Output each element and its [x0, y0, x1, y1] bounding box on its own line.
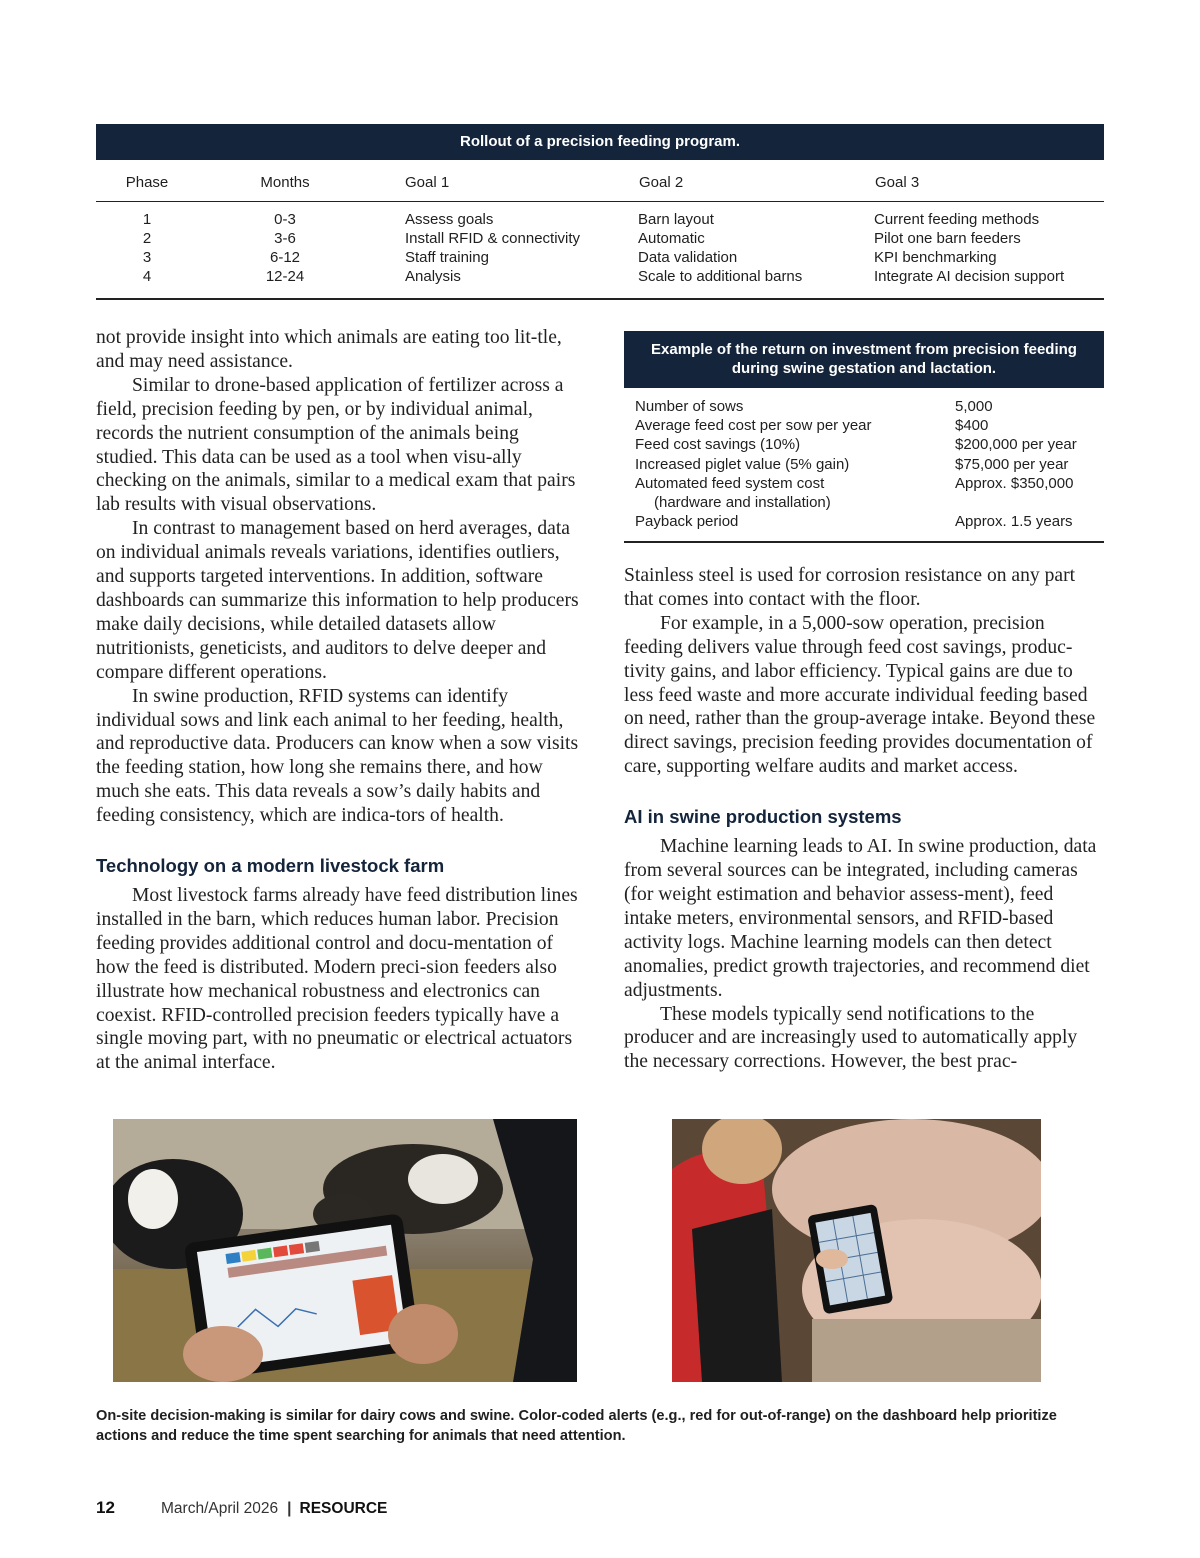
- magazine-name: RESOURCE: [299, 1500, 388, 1517]
- body-paragraph: In swine production, RFID systems can identify individual sows and link each animal to her feeding, health, and reproductive data. Producers can know when a sow visits the feeding station, how long she remains there, and how much she eats. This data reveals a sow’s daily habits and feeding consistency, which are indica-tors of health.: [96, 685, 579, 827]
- issue-date: March/April 2026: [161, 1500, 279, 1517]
- table-row: [624, 388, 1104, 416]
- roi-label: Feed cost savings (10%): [635, 436, 801, 454]
- body-paragraph: For example, in a 5,000-sow operation, precision feeding delivers value through feed cost savings, produc-tivity gains, and labor efficiency. Typical gains are due to less feed waste and more accurate individual feeding based on need, rather than the group-average intake. Beyond these direct savings, precision feeding provides documentation of care, supporting welfare audits and market access.: [624, 612, 1096, 778]
- cell-months: 0-3: [274, 211, 296, 228]
- cell-goal-3: Pilot one barn feeders: [874, 230, 1021, 247]
- table-row: [96, 267, 1104, 299]
- cell-goal-2: Automatic: [638, 230, 705, 247]
- table-row: [624, 512, 1104, 542]
- cell-goal-1: Analysis: [405, 268, 461, 285]
- footer-separator: |: [287, 1500, 292, 1517]
- cell-goal-3: KPI benchmarking: [874, 249, 997, 266]
- header-goal-1: Goal 1: [372, 160, 638, 202]
- roi-label: Automated feed system cost: [635, 474, 825, 492]
- rollout-table-title: Rollout of a precision feeding program.: [96, 124, 1104, 160]
- body-paragraph: Stainless steel is used for corrosion resistance on any part that comes into contact with the floor.: [624, 565, 1076, 610]
- roi-label-multiline: [624, 474, 955, 512]
- page-footer: [96, 1498, 387, 1518]
- header-months: Months: [198, 160, 372, 202]
- cell-phase: 1: [142, 211, 152, 228]
- rollout-table: [96, 124, 1104, 300]
- cell-months: 3-6: [274, 230, 296, 247]
- body-paragraph: Machine learning leads to AI. In swine production, data from several sources can be integrated, including cameras (for weight estimation and behavior assess-ment), feed intake meters, environmental sensors, and RFID-based activity logs. Machine learning models can then detect anomalies, predict growth trajectories, and recommend diet adjustments.: [624, 836, 1097, 1001]
- photo-dairy-cows-illustration: [113, 1119, 577, 1382]
- cell-goal-2: Barn layout: [638, 211, 714, 228]
- roi-value: 5,000: [955, 398, 993, 415]
- cell-months: 6-12: [269, 249, 301, 266]
- body-paragraph: In contrast to management based on herd averages, data on individual animals reveals variations, identifies outliers, and supports targeted interventions. In addition, software dashboards can summarize this information to help producers make daily decisions, while detailed datasets allow nutritionists, geneticists, and auditors to delve deeper and compare different operations.: [96, 518, 579, 683]
- cell-goal-3: Current feeding methods: [874, 211, 1040, 228]
- cell-goal-1: Assess goals: [405, 211, 494, 228]
- cell-goal-2: Scale to additional barns: [638, 268, 803, 285]
- cell-goal-3: Integrate AI decision support: [874, 268, 1065, 285]
- header-goal-3: Goal 3: [874, 160, 1104, 202]
- table-row: [96, 229, 1104, 248]
- header-goal-2: Goal 2: [638, 160, 874, 202]
- cell-goal-1: Install RFID & connectivity: [405, 230, 581, 247]
- roi-label: Average feed cost per sow per year: [635, 417, 872, 435]
- roi-label: Payback period: [635, 513, 739, 531]
- table-row: [96, 202, 1104, 230]
- cell-goal-1: Staff training: [405, 249, 489, 266]
- table-row: [624, 474, 1104, 512]
- cell-goal-2: Data validation: [638, 249, 738, 266]
- table-row: [96, 248, 1104, 267]
- cell-phase: 3: [142, 249, 152, 266]
- table-row: [624, 455, 1104, 474]
- body-paragraph: Similar to drone-based application of fertilizer across a field, precision feeding by pen, or by individual animal, records the nutrient consumption of the animals being studied. This data can be used as a tool when visu-ally checking on the animals, similar to a medical exam that pairs lab results with visual observations.: [96, 374, 576, 516]
- page-number: 12: [96, 1498, 115, 1517]
- body-paragraph: not provide insight into which animals are eating too lit-tle, and may need assistance.: [96, 327, 562, 372]
- section-heading-ai: AI in swine production systems: [624, 806, 902, 828]
- body-paragraph: Most livestock farms already have feed distribution lines installed in the barn, which reduces human labor. Precision feeding provides additional control and docu-mentation of how the feed is distributed. Modern preci-sion feeders also illustrate how mechanical robustness and electronics can coexist. RFID-controlled precision feeders typically have a single moving part, with no pneumatic or electrical actuators at the animal interface.: [96, 885, 578, 1074]
- roi-table-title: Example of the return on investment from precision feeding during swine gestation and lactation.: [624, 331, 1104, 388]
- left-text-column: [96, 326, 580, 1075]
- cell-phase: 2: [142, 230, 152, 247]
- roi-value: $400: [955, 417, 989, 435]
- roi-value: $75,000 per year: [955, 455, 1069, 473]
- section-heading-technology: Technology on a modern livestock farm: [96, 855, 445, 877]
- cell-months: 12-24: [265, 268, 305, 285]
- photo-swine-tablet: [672, 1119, 1041, 1382]
- roi-label: Number of sows: [635, 398, 744, 415]
- cell-phase: 4: [142, 268, 152, 285]
- photo-caption: On-site decision-making is similar for dairy cows and swine. Color-coded alerts (e.g., red for out-of-range) on the dashboard help prioritize actions and reduce the time spent searching for animals that need attention.: [96, 1408, 1057, 1444]
- roi-value: Approx. $350,000: [955, 474, 1074, 492]
- table-row: [624, 416, 1104, 435]
- header-phase: Phase: [96, 160, 198, 202]
- rollout-header-row: [96, 160, 1104, 202]
- photo-swine-illustration: [672, 1119, 1041, 1382]
- roi-label: Increased piglet value (5% gain): [635, 455, 850, 473]
- roi-table: [624, 331, 1104, 543]
- roi-value: Approx. 1.5 years: [955, 513, 1073, 531]
- table-row: [624, 435, 1104, 454]
- body-paragraph: These models typically send notifications to the producer and are increasingly used to automatically apply the necessary corrections. However, the best prac-: [624, 1003, 1078, 1073]
- roi-value: $200,000 per year: [955, 436, 1077, 454]
- right-text-column: [624, 564, 1104, 1074]
- roi-label-sub: (hardware and installation): [654, 494, 831, 512]
- photo-dairy-cows-tablet: [113, 1119, 577, 1382]
